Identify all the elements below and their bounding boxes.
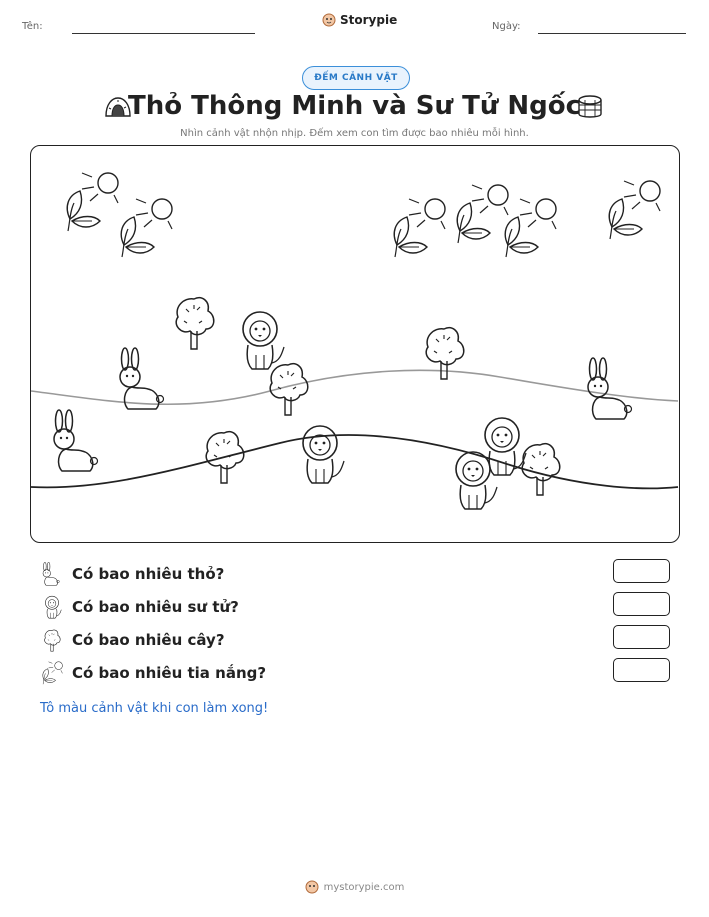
question-trees	[40, 627, 225, 653]
sun-leaf-icon	[40, 661, 64, 685]
question-text: Có bao nhiêu sư tử?	[72, 598, 239, 616]
tree-icon	[176, 298, 214, 349]
date-field[interactable]	[538, 33, 686, 34]
sun-leaf-icon	[394, 199, 445, 257]
rabbit-icon	[54, 410, 98, 471]
well-icon	[576, 94, 604, 120]
rabbit-icon	[588, 358, 632, 419]
storypie-logo-icon	[322, 13, 336, 27]
sun-leaf-icon	[457, 185, 508, 243]
page-title: Thỏ Thông Minh và Sư Tử Ngốc	[127, 91, 582, 121]
rabbit-icon	[40, 562, 64, 586]
counting-scene	[30, 145, 680, 543]
answer-box-rabbits[interactable]	[613, 559, 670, 583]
lion-icon	[243, 312, 284, 369]
sun-leaf-icon	[67, 173, 118, 231]
date-label: Ngày:	[492, 21, 521, 32]
tree-icon	[40, 628, 64, 652]
lion-icon	[40, 595, 64, 619]
question-text: Có bao nhiêu cây?	[72, 631, 225, 649]
sun-leaf-icon	[609, 181, 660, 239]
sun-leaf-icon	[505, 199, 556, 257]
coloring-note: Tô màu cảnh vật khi con làm xong!	[40, 701, 269, 716]
answer-box-sunbeams[interactable]	[613, 658, 670, 682]
footer-url[interactable]: mystorypie.com	[323, 881, 405, 893]
answer-box-lions[interactable]	[613, 592, 670, 616]
question-text: Có bao nhiêu thỏ?	[72, 565, 225, 583]
name-label: Tên:	[22, 21, 43, 32]
name-field[interactable]	[72, 33, 255, 34]
question-lions	[40, 594, 239, 620]
sun-leaf-icon	[121, 199, 172, 257]
storypie-logo-icon	[305, 880, 319, 894]
answer-box-trees[interactable]	[613, 625, 670, 649]
category-badge: ĐẾM CẢNH VẬT	[302, 66, 410, 90]
footer	[0, 880, 709, 894]
lion-icon	[485, 418, 526, 475]
instructions: Nhìn cảnh vật nhộn nhịp. Đếm xem con tìm được bao nhiêu mỗi hình.	[180, 128, 529, 139]
cave-icon	[104, 96, 132, 118]
lion-icon	[456, 452, 497, 509]
rabbit-icon	[120, 348, 164, 409]
question-text: Có bao nhiêu tia nắng?	[72, 664, 267, 682]
brand-logo	[322, 13, 397, 27]
question-rabbits	[40, 561, 224, 587]
question-sunbeams	[40, 660, 266, 686]
brand-name: Storypie	[340, 13, 398, 27]
